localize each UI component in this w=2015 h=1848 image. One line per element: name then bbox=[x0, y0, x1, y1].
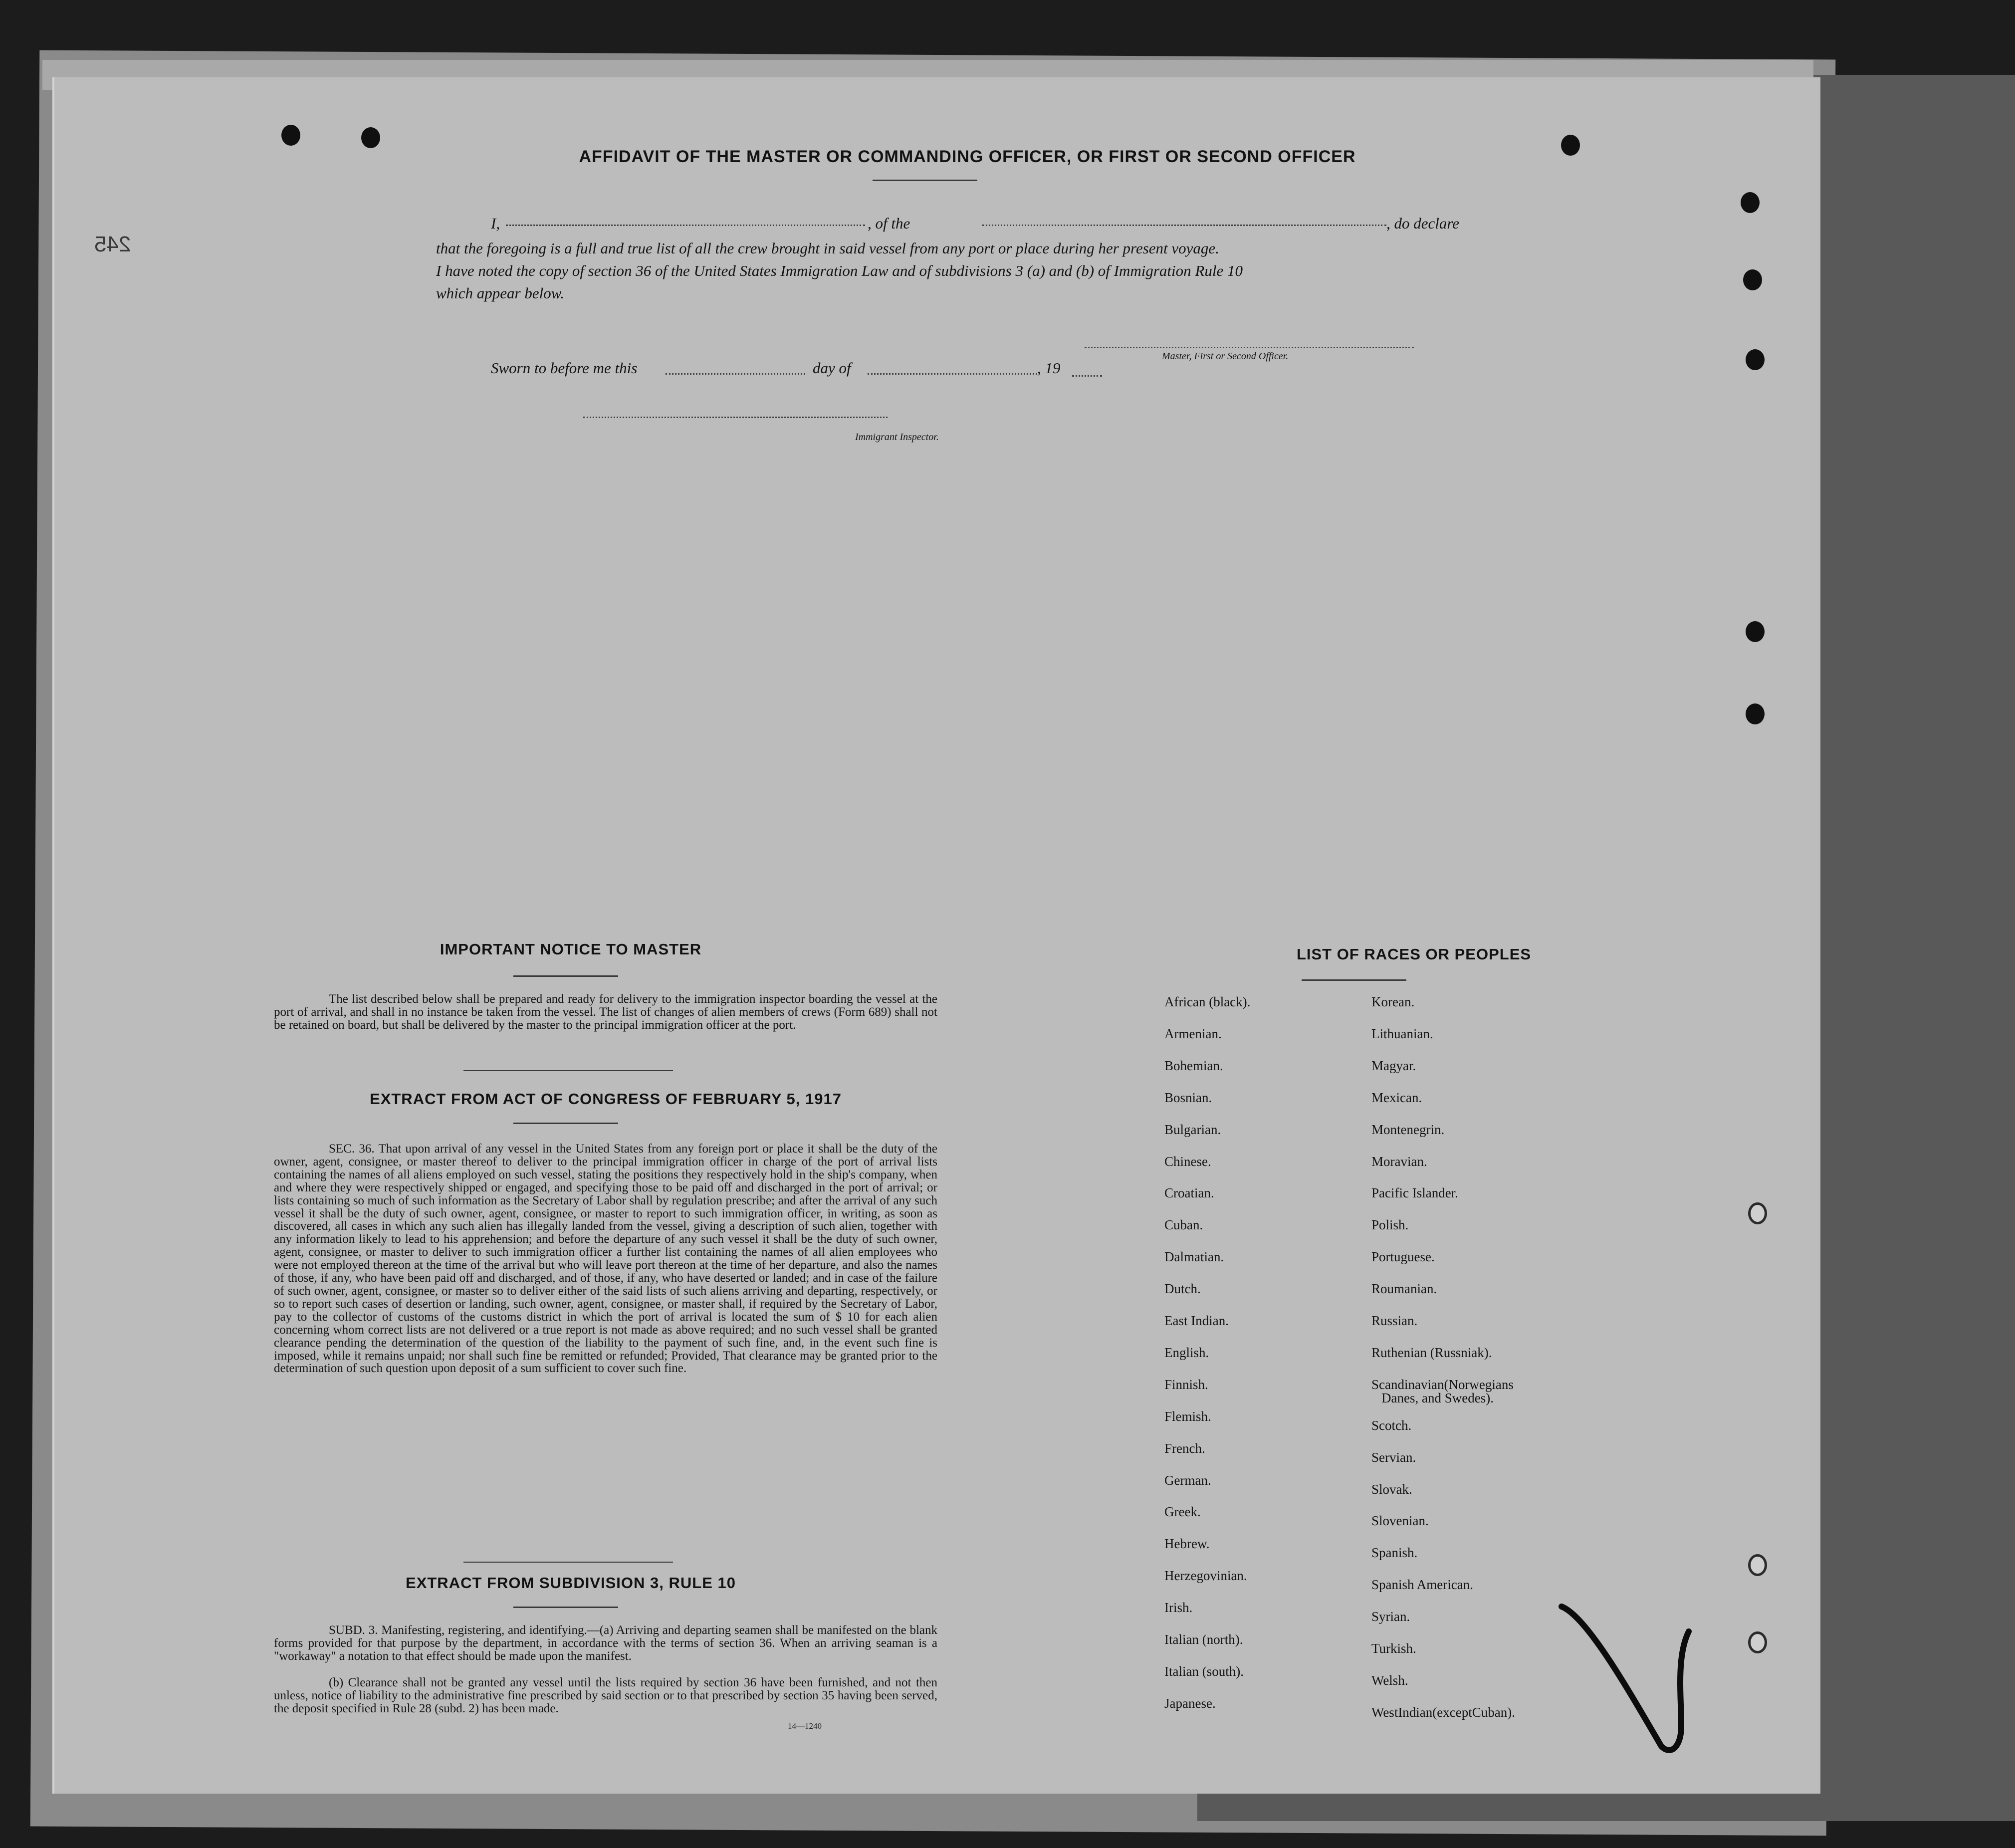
binder-hole bbox=[1748, 1554, 1767, 1576]
day-blank bbox=[666, 373, 805, 375]
binder-hole bbox=[1746, 621, 1765, 642]
race-item: Pacific Islander. bbox=[1371, 1185, 1458, 1201]
faint-page-number: 245 bbox=[94, 232, 131, 256]
race-item: East Indian. bbox=[1164, 1313, 1229, 1328]
officer-signature-line bbox=[1085, 347, 1414, 348]
race-item: Scotch. bbox=[1371, 1417, 1412, 1433]
race-item: Syrian. bbox=[1371, 1609, 1410, 1624]
race-item: Armenian. bbox=[1164, 1026, 1222, 1041]
act-rule bbox=[513, 1123, 618, 1124]
race-item: Korean. bbox=[1371, 994, 1415, 1009]
declare-of-the: , of the bbox=[868, 215, 910, 232]
race-item: Scandinavian(Norwegians bbox=[1371, 1377, 1514, 1392]
affidavit-line-3: I have noted the copy of section 36 of the United States Immigration Law and of subdivisions 3 (a) and (b) of Immigration Rule 10 bbox=[436, 262, 1243, 279]
declare-do-declare: , do declare bbox=[1386, 215, 1460, 232]
race-item: German. bbox=[1164, 1472, 1211, 1488]
rule-para-a: SUBD. 3. Manifesting, registering, and identifying.—(a) Arriving and departing seamen shall be manifested on the blank forms provided for that purpose by the department, in accordance with the terms of section 36. When an arriving seaman is a "workaway" a notation to that effect should be made upon the manifest. bbox=[274, 1623, 937, 1663]
affidavit-line-2: that the foregoing is a full and true list of all the crew brought in said vessel from any port or place during her present voyage. bbox=[436, 239, 1219, 257]
vessel-blank bbox=[982, 225, 1386, 226]
binder-hole bbox=[1748, 1202, 1767, 1224]
binder-hole bbox=[1746, 703, 1765, 724]
race-item: Magyar. bbox=[1371, 1058, 1416, 1073]
race-item: French. bbox=[1164, 1440, 1205, 1456]
race-item: English. bbox=[1164, 1345, 1209, 1360]
races-title: LIST OF RACES OR PEOPLES bbox=[1296, 945, 1532, 963]
race-item: Danes, and Swedes). bbox=[1381, 1390, 1494, 1405]
inspector-signature-line bbox=[583, 417, 888, 418]
rule-rule bbox=[513, 1607, 618, 1608]
race-item: Slovak. bbox=[1371, 1481, 1412, 1497]
binder-hole bbox=[1748, 1631, 1767, 1653]
year-label: , 19 bbox=[1037, 359, 1061, 377]
race-item: WestIndian(exceptCuban). bbox=[1371, 1704, 1515, 1720]
race-item: Slovenian. bbox=[1371, 1513, 1429, 1529]
race-item: Dalmatian. bbox=[1164, 1249, 1224, 1265]
form-page bbox=[52, 77, 1820, 1794]
title-rule bbox=[873, 180, 977, 181]
day-of-label: day of bbox=[813, 359, 851, 377]
section-divider bbox=[463, 1562, 673, 1563]
race-item: Welsh. bbox=[1371, 1672, 1408, 1688]
race-item: Finnish. bbox=[1164, 1377, 1208, 1392]
binder-hole bbox=[1741, 192, 1760, 213]
binder-hole bbox=[281, 125, 300, 146]
race-item: Roumanian. bbox=[1371, 1281, 1437, 1297]
rule-para-b: (b) Clearance shall not be granted any vessel until the lists required by section 36 have been furnished, and not then unless, notice of liability to the administrative fine prescribed by said section or to that prescribed by section 35 having been served, the deposit specified in Rule 28 (subd. 2) has been made. bbox=[274, 1676, 937, 1715]
race-item: Irish. bbox=[1164, 1600, 1193, 1616]
inspector-caption: Immigrant Inspector. bbox=[855, 432, 939, 443]
binder-hole bbox=[1743, 269, 1762, 290]
race-item: Lithuanian. bbox=[1371, 1026, 1433, 1041]
race-item: Hebrew. bbox=[1164, 1536, 1210, 1552]
race-item: Polish. bbox=[1371, 1217, 1409, 1233]
officer-caption: Master, First or Second Officer. bbox=[1162, 351, 1289, 362]
races-rule bbox=[1302, 979, 1406, 981]
binder-hole bbox=[361, 127, 380, 148]
notice-text: The list described below shall be prepared and ready for delivery to the immigration inspector boarding the vessel at the port of arrival, and shall in no instance be taken from the vessel. The list of changes of alien members of crews (Form 689) shall not be retained on board, but shall be delivered by the master to the principal immigration officer at the port. bbox=[274, 992, 937, 1032]
race-item: Japanese. bbox=[1164, 1695, 1216, 1711]
race-item: Herzegovinian. bbox=[1164, 1568, 1247, 1584]
race-item: Servian. bbox=[1371, 1449, 1416, 1465]
race-item: Flemish. bbox=[1164, 1408, 1211, 1424]
declare-i: I, bbox=[491, 215, 500, 232]
race-item: Turkish. bbox=[1371, 1641, 1416, 1656]
race-item: Cuban. bbox=[1164, 1217, 1203, 1233]
year-blank bbox=[1072, 375, 1102, 377]
race-item: Bosnian. bbox=[1164, 1090, 1212, 1105]
month-blank bbox=[868, 373, 1037, 375]
race-item: African (black). bbox=[1164, 994, 1251, 1009]
rule-title: EXTRACT FROM SUBDIVISION 3, RULE 10 bbox=[406, 1574, 736, 1592]
race-item: Spanish. bbox=[1371, 1545, 1418, 1561]
affidavit-line-4: which appear below. bbox=[436, 284, 564, 302]
race-item: Spanish American. bbox=[1371, 1577, 1473, 1593]
affidavit-title: AFFIDAVIT OF THE MASTER OR COMMANDING OFFICER, OR FIRST OR SECOND OFFICER bbox=[579, 147, 1356, 166]
race-item: Russian. bbox=[1371, 1313, 1418, 1328]
binder-hole bbox=[1746, 349, 1765, 370]
notice-title: IMPORTANT NOTICE TO MASTER bbox=[440, 940, 702, 958]
sworn-label: Sworn to before me this bbox=[491, 359, 638, 377]
race-item: Portuguese. bbox=[1371, 1249, 1435, 1265]
race-item: Moravian. bbox=[1371, 1154, 1427, 1169]
race-item: Italian (south). bbox=[1164, 1663, 1244, 1679]
binder-hole bbox=[1561, 135, 1580, 156]
race-item: Italian (north). bbox=[1164, 1632, 1243, 1647]
act-text: SEC. 36. That upon arrival of any vessel in the United States from any foreign port or place it shall be the duty of the owner, agent, consignee, or master thereof to deliver to the principal immigration officer in charge of the port of arrival lists containing the names of all aliens employed on such vessel, stating the positions they respectively hold in the ship's company, when and where they were respectively shipped or engaged, and specifying those to be paid off and discharged in the port of arrival; or lists containing so much of such information as the Secretary of Labor shall by regulation prescribe; and after the arrival of any such vessel it shall be the duty of such owner, agent, consignee, or master to report to such immigration officer, in writing, as soon as discovered, all cases in which any such alien has illegally landed from the vessel, giving a description of such alien, together with any information likely to lead to his apprehension; and before the departure of any such vessel it shall be the duty of such owner, agent, consignee, or master to deliver to such immigration officer a further list containing the names of all alien employees who were not employed thereon at the time of the arrival but who will leave port thereon at the time of her departure, and also the names of those, if any, who have been paid off and discharged, and of those, if any, who have deserted or landed; and in case of the failure of such owner, agent, consignee, or master so to deliver either of the said lists of such aliens arriving and departing, respectively, or so to report such cases of desertion or landing, such owner, agent, consignee, or master shall, if required by the Secretary of Labor, pay to the collector of customs of the customs district in which the port of arrival is located the sum of $ 10 for each alien concerning whom correct lists are not delivered or a true report is not made as above required; and no such vessel shall be granted clearance pending the determination of the question of the liability to the payment of such fine, and, in the event such fine is imposed, while it remains unpaid; nor shall such fine be remitted or refunded; Provided, That clearance may be granted prior to the determination of such question upon deposit of a sum sufficient to cover such fine. bbox=[274, 1142, 937, 1376]
race-item: Ruthenian (Russniak). bbox=[1371, 1345, 1492, 1360]
form-number: 14—1240 bbox=[788, 1721, 822, 1731]
race-item: Bohemian. bbox=[1164, 1058, 1223, 1073]
race-item: Dutch. bbox=[1164, 1281, 1201, 1297]
handwritten-tick-mark bbox=[1557, 1597, 1726, 1761]
notice-rule bbox=[513, 975, 618, 977]
race-item: Croatian. bbox=[1164, 1185, 1214, 1201]
act-title: EXTRACT FROM ACT OF CONGRESS OF FEBRUARY 5, 1917 bbox=[370, 1090, 842, 1108]
name-blank bbox=[506, 225, 865, 226]
race-item: Greek. bbox=[1164, 1504, 1201, 1520]
race-item: Bulgarian. bbox=[1164, 1122, 1221, 1137]
race-item: Montenegrin. bbox=[1371, 1122, 1445, 1137]
race-item: Chinese. bbox=[1164, 1154, 1211, 1169]
section-divider bbox=[463, 1070, 673, 1071]
race-item: Mexican. bbox=[1371, 1090, 1422, 1105]
